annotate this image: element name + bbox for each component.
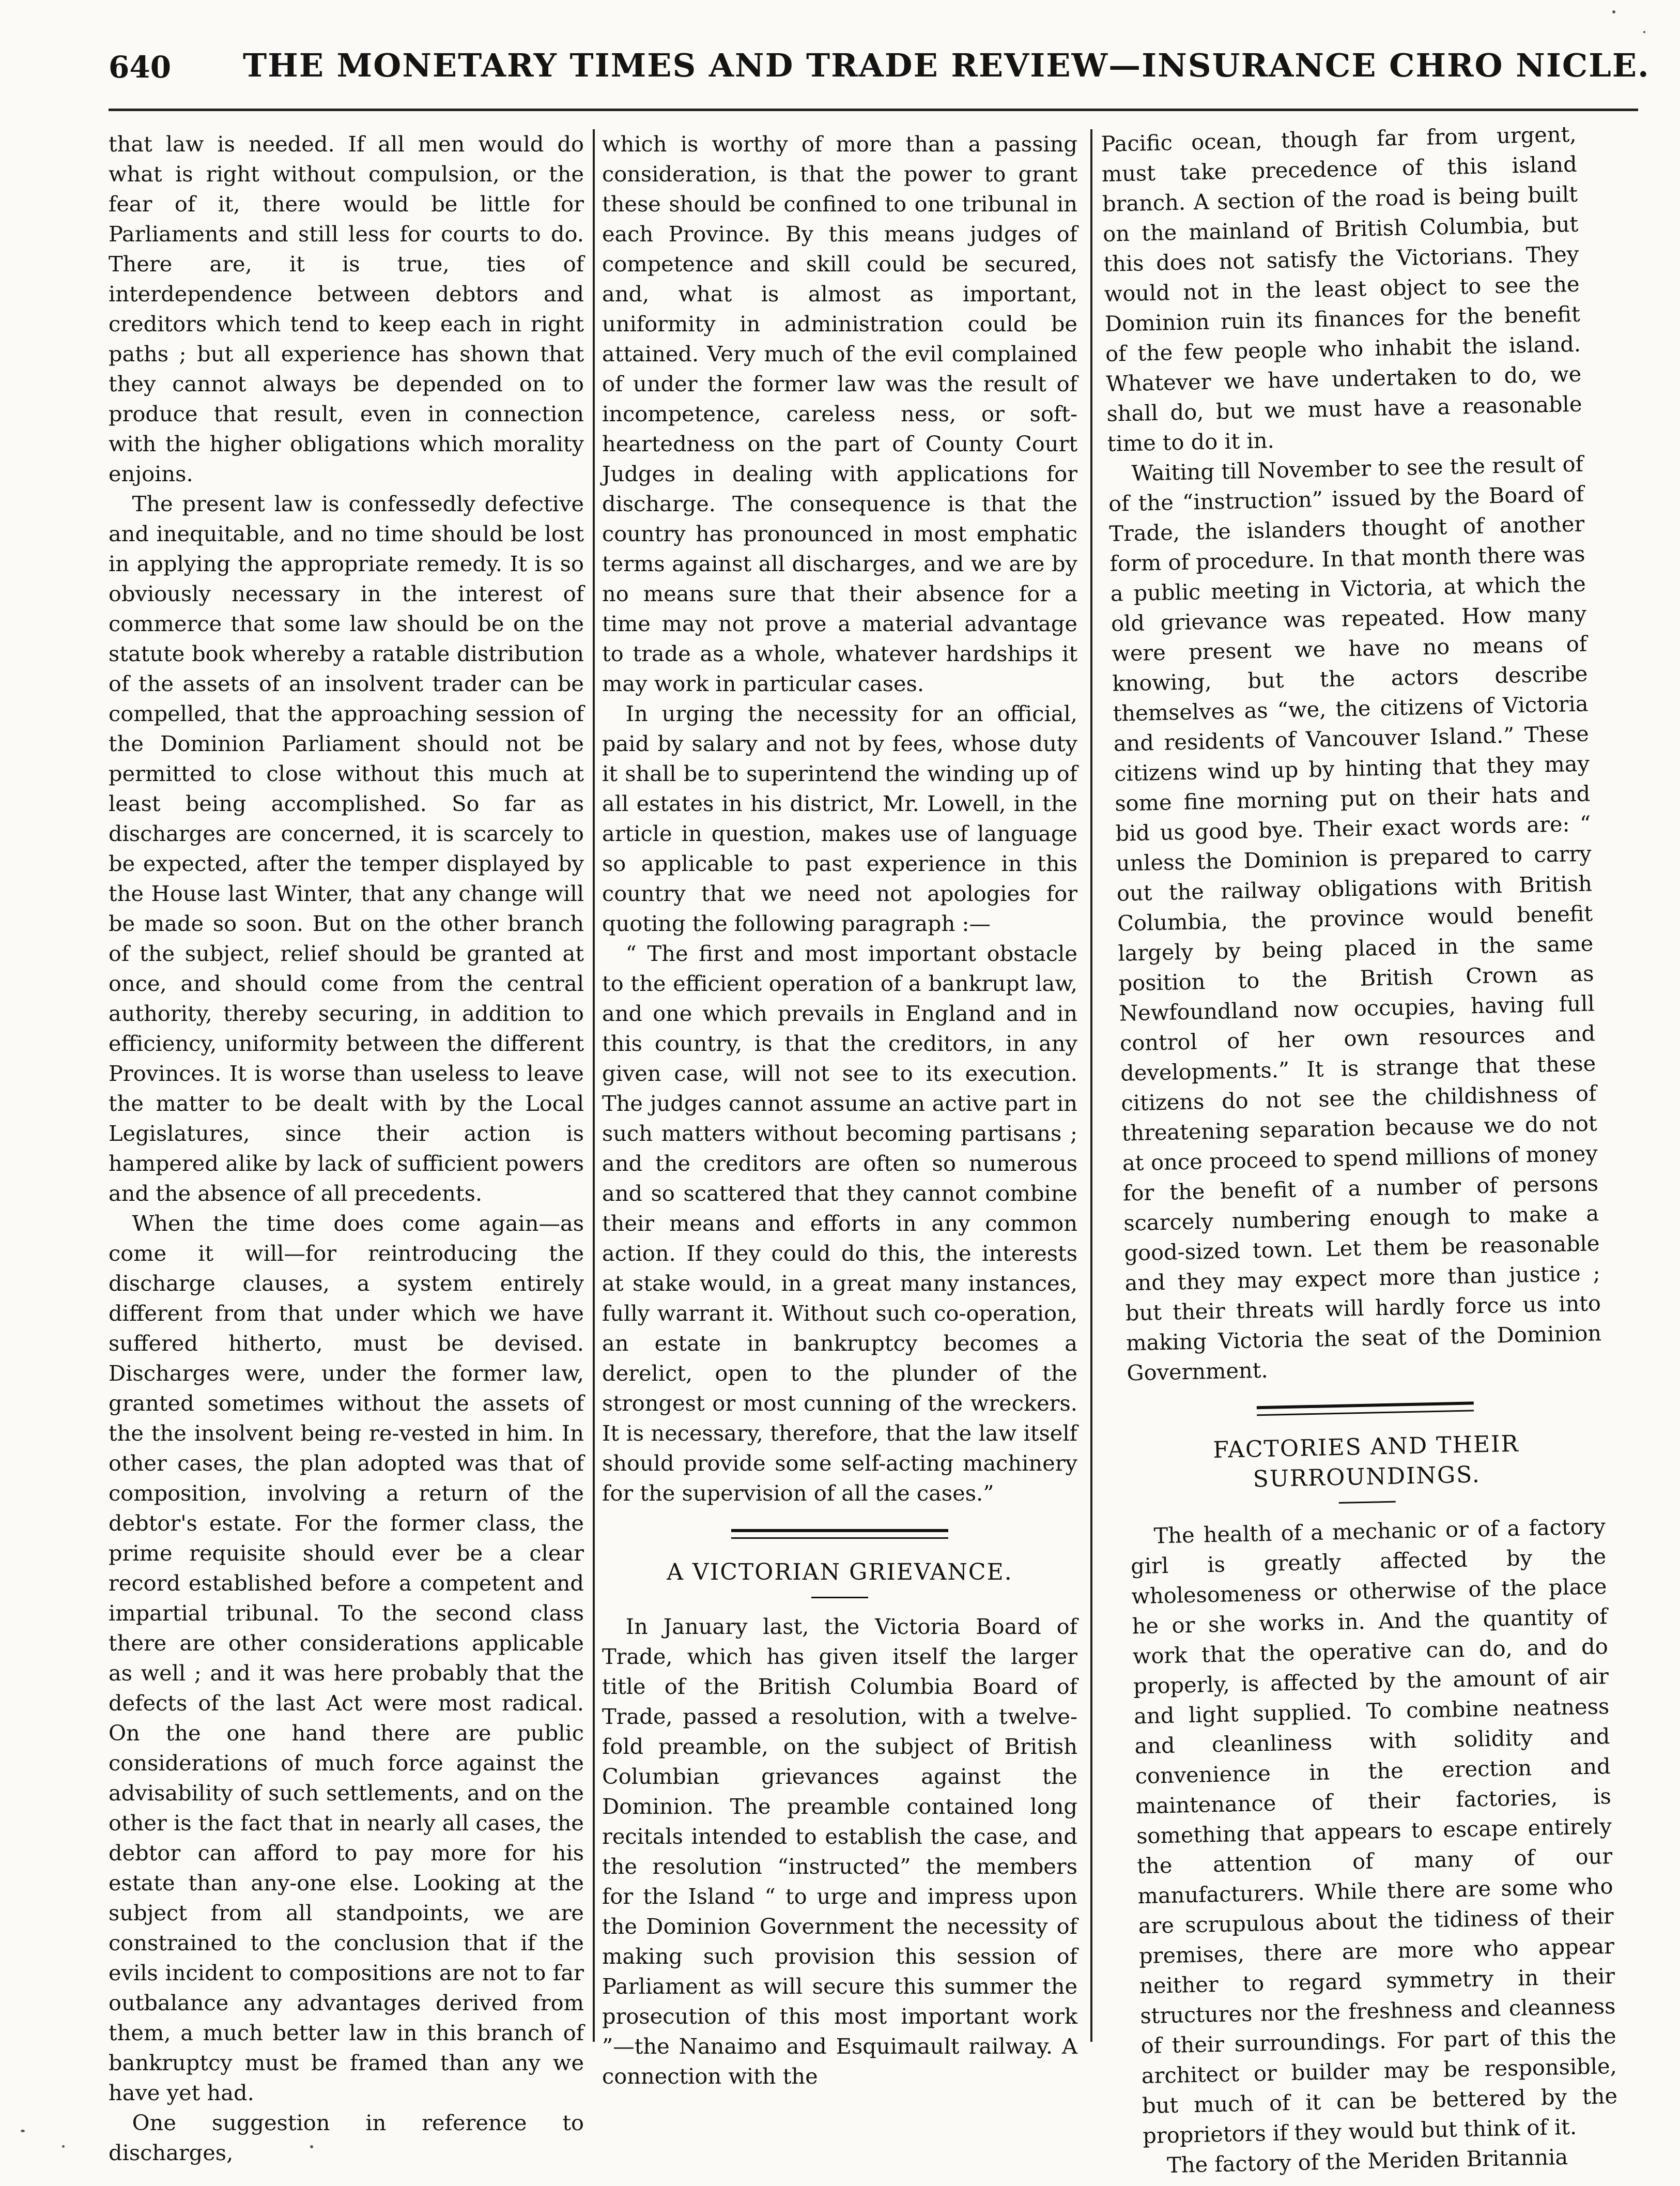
running-title: THE MONETARY TIMES AND TRADE REVIEW—INSURANCE CHRO NICLE. [243,47,1650,84]
paragraph: Pacific ocean, though far from urgent, must take precedence of this island branch. A section of the road is being built on the mainland of British Columbia, but this does not satisfy the Victorians. They would not in the least object to see the Dominion ruin its finances for the benefit of the few people who inhabit the island. Whatever we have undertaken to do, we shall do, but we must have a reasonable time to do it in. [1101,121,1582,456]
scan-speck [1643,31,1645,33]
paragraph: The present law is confessedly defective and inequitable, and no time should be lost in applying the appropriate remedy. It is so obviously necessary in the interest of commerce that some law should be on the statute book whereby a ratable distribution of the assets of an insolvent trader can be compelled, that the approaching session of the Dominion Parliament should not be permitted to close without this much at least being accomplished. So far as discharges are concerned, it is scarcely to be expected, after the temper displayed by the House last Winter, that any change will be made so soon. But on the other branch of the subject, relief should be granted at once, and should come from the central authority, thereby securing, in addition to efficiency, uniformity between the different Provinces. It is worse than useless to leave the matter to be dealt with by the Local Legislatures, since their action is hampered alike by lack of sufficient powers and the absence of all precedents. [109,491,584,1206]
paragraph: One suggestion in reference to discharges, [109,2110,584,2165]
page-number: 640 [109,50,172,85]
paragraph: In January last, the Victoria Board of Trade, which has given itself the larger title of the British Columbia Board of Trade, passed a resolution, with a twelve-fold preamble, on the subject of British Columbian grievances against the Dominion. The preamble contained long recitals intended to establish the case, and the resolution “instructed” the members for the Island “ to urge and impress upon the Dominion Government the necessity of making such provision this session of Parliament as will secure this summer the prosecution of this most important work ”—the Nanaimo and Esquimault railway. A connection with the [602,1614,1077,2089]
scan-speck [310,2145,313,2148]
section-heading: FACTORIES AND THEIR SURROUNDINGS. [1212,1430,1520,1493]
paragraph: which is worthy of more than a passing consideration, is that the power to grant these should be confined to one tribunal in each Province. By this means judges of competence and skill could be secured, and, what is almost as important, uniformity in administration could be attained. Very much of the evil complained of under the former law was the result of incompetence, careless ness, or soft-heartedness on the part of County Court Judges in dealing with applications for discharge. The consequence is that the country has pronounced in most emphatic terms against all discharges, and we are by no means sure that their absence for a time may not prove a material advantage to trade as a whole, whatever hardships it may work in particular cases. [602,131,1077,696]
scan-speck [1612,10,1615,13]
quoted-paragraph: “ The first and most important obstacle to the efficient operation of a bankrupt law, and one which prevails in England and in this country, is that the creditors, in any given case, will not see to its execution. The judges cannot assume an active part in such matters without becoming partisans ; and the creditors are often so numerous and so scattered that they cannot combine their means and efforts in any common action. If they could do this, the interests at stake would, in a great many instances, fully warrant it. Without such co-operation, an estate in bankruptcy becomes a derelict, open to the plunder of the strongest or most cunning of the wreckers. It is necessary, therefore, that the law itself should provide some self-acting machinery for the supervision of all the cases.” [602,941,1077,1506]
paragraph: The health of a mechanic or of a factory girl is greatly affected by the wholesomeness or otherwise of the place he or she works in. And the quantity of work that the operative can do, and do properly, is affected by the amount of air and light supplied. To combine neatness and cleanliness with solidity and convenience in the erection and maintenance of their factories, is something that appears to escape entirely the attention of many of our manufacturers. While there are some who are scrupulous about the tidiness of their premises, there are more who appear neither to regard symmetry in their structures nor the freshness and cleanness of their surroundings. For part of this the architect or builder may be responsible, but much of it can be bettered by the proprietors if they would but think of it. [1130,1514,1618,2149]
column-middle [602,129,1077,2089]
paragraph: The factory of the Meriden Britannia [1166,2144,1568,2178]
column-right [1101,119,1618,2178]
header-rule [109,109,1638,111]
section-divider [731,1529,948,1539]
scan-speck [21,2130,25,2132]
column-divider [593,129,595,2042]
paragraph: When the time does come again—as come it will—for reintroducing the discharge clauses, a system entirely different from that under which we have suffered hitherto, must be devised. Discharges were, under the former law, granted sometimes without the assets of the the insolvent being re-vested in him. In other cases, the plan adopted was that of composition, involving a return of the debtor's estate. For the former class, the prime requisite should ever be a clear record established before a competent and impartial tribunal. To the second class there are other considerations applicable as well ; and it was here probably that the defects of the last Act were most radical. On the one hand there are public considerations of much force against the advisability of such settlements, and on the other is the fact that in nearly all cases, the debtor can afford to pay more for his estate than any-one else. Looking at the subject from all standpoints, we are constrained to the conclusion that if the evils incident to compositions are not to far outbalance any advantages derived from them, a much better law in this branch of bankruptcy must be framed than any we have yet had. [109,1211,584,2105]
paragraph: In urging the necessity for an official, paid by salary and not by fees, whose duty it shall be to superintend the winding up of all estates in his district, Mr. Lowell, in the article in question, makes use of language so applicable to past experience in this country that we need not apologies for quoting the following paragraph :— [602,701,1077,936]
heading-rule [1339,1501,1396,1504]
column-divider [1090,129,1092,2042]
heading-rule [811,1597,868,1598]
scan-speck [62,2145,65,2148]
paragraph: that law is needed. If all men would do what is right without compulsion, or the fear of it, there would be little for Parliaments and still less for courts to do. There are, it is true, ties of interdependence between debtors and creditors which tend to keep each in right paths ; but all experience has shown that they cannot always be depended on to produce that result, even in connection with the higher obligations which morality enjoins. [109,131,584,486]
paragraph: Waiting till November to see the result of of the “instruction” issued by the Board of Trade, the islanders thought of another form of procedure. In that month there was a public meeting in Victoria, at which the old grievance was repeated. How many were present we have no means of knowing, but the actors describe themselves as “we, the citizens of Victoria and residents of Vancouver Island.” These citizens wind up by hinting that they may some fine morning put on their hats and bid us good bye. Their exact words are: “ unless the Dominion is prepared to carry out the railway obligations with British Columbia, the province would benefit largely by being placed in the same position to the British Crown as Newfoundland now occupies, having full control of her own resources and developments.” It is strange that these citizens do not see the childishness of threatening separation because we do not at once proceed to spend millions of money for the benefit of a number of persons scarcely numbering enough to make a good-sized town. Let them be reasonable and they may expect more than justice ; but their threats will hardly force us into making Victoria the seat of the Dominion Government. [1108,451,1602,1386]
section-heading: A VICTORIAN GRIEVANCE. [667,1559,1013,1585]
column-left [109,129,584,2165]
section-divider [1257,1401,1474,1416]
page-header [109,45,1650,97]
